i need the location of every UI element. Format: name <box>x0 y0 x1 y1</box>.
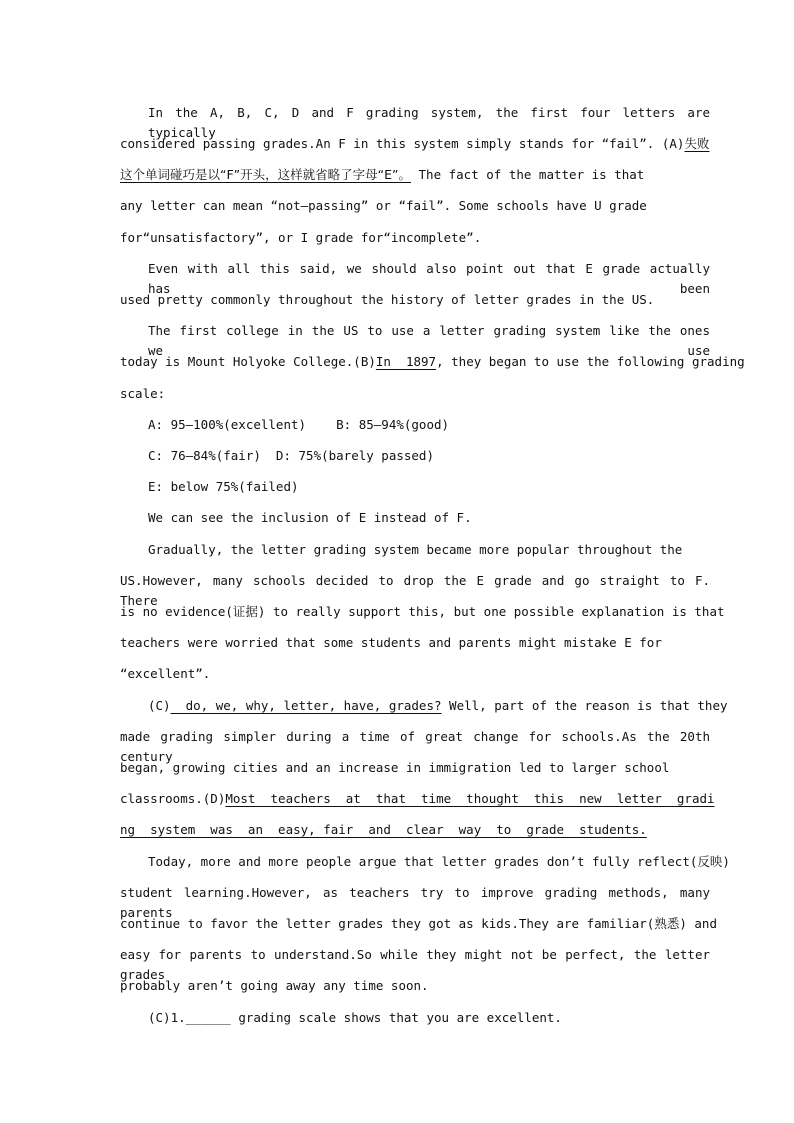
text-line: Even with all this said, we should also point out that E grade actually has been <box>148 261 710 296</box>
blank-c-answer: do, we, why, letter, have, grades? <box>170 698 442 713</box>
answer-blank: ______ <box>185 1010 231 1025</box>
text-line: used pretty commonly throughout the history of letter grades in the US. <box>120 292 655 307</box>
text-line: for“unsatisfactory”, or I grade for“incomplete”. <box>120 230 482 245</box>
text-line: continue to favor the letter grades they got as kids.They are familiar(熟悉) and <box>120 916 717 931</box>
scale-row: E: below 75%(failed) <box>148 479 299 494</box>
text-line: today is Mount Holyoke College.(B)In 1897, they began to use the following grading <box>120 354 745 369</box>
blank-d-answer-part1: Most teachers at that time thought this new letter gradi <box>225 791 715 806</box>
text-line: We can see the inclusion of E instead of F. <box>148 510 472 525</box>
text-line: 这个单词碰巧是以“F”开头，这样就省略了字母“E”。 The fact of the matter is that <box>120 167 645 182</box>
text-line: easy for parents to understand.So while they might not be perfect, the letter grades <box>120 947 710 982</box>
scale-row: A: 95—100%(excellent) B: 85—94%(good) <box>148 417 450 432</box>
text-line: The first college in the US to use a letter grading system like the ones we use <box>148 323 710 358</box>
blank-a-answer-part1: 失败 <box>684 136 710 151</box>
text-line: Today, more and more people argue that letter grades don’t fully reflect(反映) <box>148 854 730 869</box>
text-line: considered passing grades.An F in this system simply stands for “fail”. (A)失败 <box>120 136 710 151</box>
text-line: made grading simpler during a time of great change for schools.As the 20th century <box>120 729 710 764</box>
text-line: teachers were worried that some students and parents might mistake E for <box>120 635 662 650</box>
blank-d-answer-part2: ng system was an easy, fair and clear way to grade students. <box>120 822 647 837</box>
text-line: probably aren’t going away any time soon. <box>120 978 429 993</box>
text-line: In the A, B, C, D and F grading system, the first four letters are typically <box>148 105 710 140</box>
text-line: student learning.However, as teachers try to improve grading methods, many parents <box>120 885 710 920</box>
text-line: is no evidence(证据) to really support this, but one possible explanation is that <box>120 604 725 619</box>
text-line: began, growing cities and an increase in immigration led to larger school <box>120 760 670 775</box>
text-line: classrooms.(D)Most teachers at that time thought this new letter gradi <box>120 791 715 806</box>
text-line: any letter can mean “not—passing” or “fail”. Some schools have U grade <box>120 198 647 213</box>
question-1: (C)1.______ grading scale shows that you are excellent. <box>148 1010 562 1025</box>
text-line: (C) do, we, why, letter, have, grades? Well, part of the reason is that they <box>148 698 728 713</box>
text-line: “excellent”. <box>120 666 211 681</box>
text-line: Gradually, the letter grading system became more popular throughout the <box>148 542 683 557</box>
text-line <box>120 820 710 840</box>
text-line: scale: <box>120 386 166 401</box>
text-line: US.However, many schools decided to drop the E grade and go straight to F. There <box>120 573 710 608</box>
scale-row: C: 76—84%(fair) D: 75%(barely passed) <box>148 448 434 463</box>
blank-a-answer-part2: 这个单词碰巧是以“F”开头，这样就省略了字母“E”。 <box>120 167 411 182</box>
blank-b-answer: In 1897 <box>375 354 437 369</box>
